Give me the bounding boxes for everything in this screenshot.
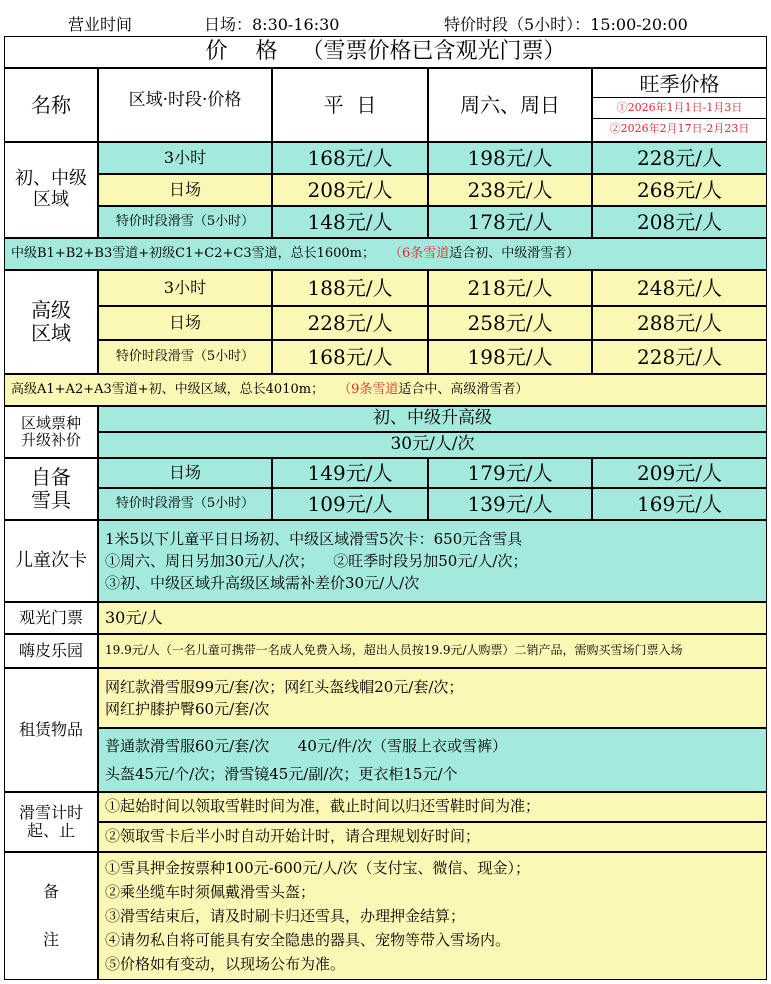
title-note: （雪票价格已含观光门票）: [301, 39, 566, 65]
own-gear-price-peak: 209元/人: [592, 458, 767, 488]
advanced-price-peak: 228元/人: [592, 340, 767, 374]
beginner-price-weekday: 148元/人: [272, 206, 428, 238]
rental-line-2: 网红护膝护臀60元/套/次: [105, 700, 270, 718]
advanced-zone-name: 高级 区域: [4, 270, 98, 374]
title-bar: [4, 36, 767, 68]
playground-desc: 19.9元/人（一名儿童可携带一名成人免费入场，超出人员按19.9元/人购票）二销产品，需购买雪场门票入场: [98, 634, 767, 668]
own-gear-price-weekend: 179元/人: [428, 458, 592, 488]
rental-premium: [98, 668, 767, 728]
rental-line-1: 网红款滑雪服99元/套/次；网红头盔线帽20元/套/次；: [105, 678, 464, 696]
advanced-price-weekday: 228元/人: [272, 306, 428, 340]
advanced-note-suffix: 适合中、高级滑雪者）: [398, 381, 529, 397]
child-pass-details: [98, 520, 767, 602]
peak-title: 旺季价格: [639, 72, 720, 96]
beginner-row-label: 3小时: [98, 142, 272, 174]
advanced-price-weekday: 188元/人: [272, 270, 428, 306]
timing-line-1: ①起始时间以领取雪鞋时间为准，截止时间以归还雪鞋时间为准；: [98, 792, 767, 822]
upgrade-name: 区域票种 升级补价: [4, 406, 98, 458]
beginner-price-weekend: 198元/人: [428, 142, 592, 174]
beginner-row-label: 日场: [98, 174, 272, 206]
advanced-price-peak: 248元/人: [592, 270, 767, 306]
timing-line-2: ②领取雪卡后半小时自动开始计时，请合理规划好时间；: [98, 822, 767, 852]
col-header-name: 名称: [4, 68, 98, 142]
child-pass-line-3: ③初、中级区域升高级区域需补差价30元/人/次: [105, 574, 420, 592]
beginner-price-weekday: 208元/人: [272, 174, 428, 206]
rental-line-3: 普通款滑雪服60元/套/次 40元/件/次（雪服上衣或雪裤）: [105, 737, 507, 755]
beginner-price-peak: 268元/人: [592, 174, 767, 206]
beginner-price-weekday: 168元/人: [272, 142, 428, 174]
header-bar: [4, 6, 767, 36]
own-gear-name: 自备 雪具: [4, 458, 98, 520]
advanced-price-weekend: 218元/人: [428, 270, 592, 306]
beginner-price-peak: 208元/人: [592, 206, 767, 238]
own-gear-price-weekend: 139元/人: [428, 488, 592, 520]
own-gear-price-weekday: 109元/人: [272, 488, 428, 520]
playground-name: 嗨皮乐园: [4, 634, 98, 668]
special-period-hours: 特价时段（5小时）：15:00-20:00: [444, 15, 688, 34]
remark-item: ③滑雪结束后，请及时刷卡归还雪具，办理押金结算；: [105, 907, 466, 925]
advanced-note-highlight: （9条雪道: [338, 381, 399, 397]
remarks-char-1: 备: [42, 881, 59, 901]
business-hours-label: 营业时间: [68, 15, 133, 34]
sightseeing-name: 观光门票: [4, 602, 98, 634]
advanced-note-text: 高级A1+A2+A3雪道+初、中级区域，总长4010m；: [11, 381, 325, 397]
child-pass-line-2: ①周六、周日另加30元/人/次； ②旺季时段另加50元/人/次；: [105, 552, 528, 570]
rental-line-4: 头盔45元/个/次；滑雪镜45元/副/次；更衣柜15元/个: [105, 765, 458, 783]
remark-item: ①雪具押金按票种100元-600元/人/次（支付宝、微信、现金）；: [105, 859, 530, 877]
peak-date-range-1: ①2026年1月1日-1月3日: [593, 97, 766, 118]
child-pass-line-1: 1米5以下儿童平日日场初、中级区域滑雪5次卡：650元含雪具: [105, 530, 523, 548]
timing-name: 滑雪计时 起、止: [4, 792, 98, 852]
col-header-weekend: 周六、周日: [428, 68, 592, 142]
beginner-zone-name: 初、中级 区域: [4, 142, 98, 238]
upgrade-price: 30元/人/次: [98, 432, 767, 458]
remark-item: ②乘坐缆车时须佩戴滑雪头盔；: [105, 883, 316, 901]
remark-item: ④请勿私自将可能具有安全隐患的器具、宠物等带入雪场内。: [105, 931, 511, 949]
beginner-price-weekend: 238元/人: [428, 174, 592, 206]
title-main: 价 格: [205, 39, 278, 65]
beginner-note-suffix: 适合初、中级滑雪者）: [449, 245, 580, 261]
beginner-price-weekend: 178元/人: [428, 206, 592, 238]
own-gear-price-weekday: 149元/人: [272, 458, 428, 488]
advanced-price-peak: 288元/人: [592, 306, 767, 340]
beginner-note-highlight: （6条雪道: [389, 245, 450, 261]
col-header-peak: [592, 68, 767, 142]
upgrade-desc: 初、中级升高级: [98, 406, 767, 432]
own-gear-price-peak: 169元/人: [592, 488, 767, 520]
advanced-price-weekday: 168元/人: [272, 340, 428, 374]
child-pass-name: 儿童次卡: [4, 520, 98, 602]
advanced-row-label: 日场: [98, 306, 272, 340]
advanced-price-weekend: 198元/人: [428, 340, 592, 374]
remarks-char-2: 注: [42, 930, 59, 949]
remark-item: ⑤价格如有变动，以现场公布为准。: [105, 955, 346, 973]
col-header-weekday: 平 日: [272, 68, 428, 142]
beginner-trail-note: [4, 238, 767, 270]
remarks-name: [4, 852, 98, 980]
advanced-row-label: 特价时段滑雪（5小时）: [98, 340, 272, 374]
own-gear-row-label: 特价时段滑雪（5小时）: [98, 488, 272, 520]
day-session-hours: 日场：8:30-16:30: [204, 15, 340, 34]
own-gear-row-label: 日场: [98, 458, 272, 488]
remarks-list: [98, 852, 767, 980]
sightseeing-price: 30元/人: [98, 602, 767, 634]
peak-date-range-2: ②2026年2月17日-2月23日: [593, 118, 766, 139]
rental-name: 租赁物品: [4, 668, 98, 792]
beginner-note-text: 中级B1+B2+B3雪道+初级C1+C2+C3雪道，总长1600m；: [11, 245, 376, 261]
advanced-trail-note: [4, 374, 767, 406]
advanced-row-label: 3小时: [98, 270, 272, 306]
col-header-zone: 区域·时段·价格: [98, 68, 272, 142]
advanced-price-weekend: 258元/人: [428, 306, 592, 340]
beginner-price-peak: 228元/人: [592, 142, 767, 174]
beginner-row-label: 特价时段滑雪（5小时）: [98, 206, 272, 238]
rental-standard: [98, 728, 767, 792]
